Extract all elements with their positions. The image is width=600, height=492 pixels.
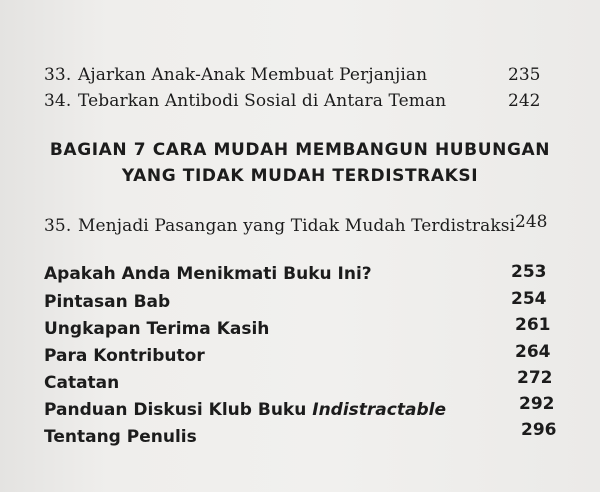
toc-entry-acknowledgements: Ungkapan Terima Kasih <box>44 319 270 339</box>
toc-entry-shortcuts: Pintasan Bab <box>44 292 171 312</box>
chapter-number: 35. <box>44 216 72 236</box>
toc-entry-34 <box>44 91 446 111</box>
page-number: 253 <box>511 262 547 282</box>
toc-entry-contributors: Para Kontributor <box>44 346 205 366</box>
chapter-title: Menjadi Pasangan yang Tidak Mudah Terdistraksi <box>78 216 516 236</box>
section-heading-line-2: YANG TIDAK MUDAH TERDISTRAKSI <box>121 166 479 186</box>
entry-title: Panduan Diskusi Klub Buku <box>44 400 313 420</box>
chapter-title: Tebarkan Antibodi Sosial di Antara Teman <box>78 91 447 111</box>
toc-entry-35 <box>44 216 515 236</box>
chapter-title: Ajarkan Anak-Anak Membuat Perjanjian <box>78 65 428 85</box>
page-number: 248 <box>515 212 548 232</box>
toc-entry-enjoy: Apakah Anda Menikmati Buku Ini? <box>44 264 372 284</box>
toc-entry-33 <box>44 65 427 85</box>
page-number: 296 <box>521 420 557 440</box>
chapter-number: 34. <box>44 91 72 111</box>
page-number: 261 <box>515 315 551 335</box>
page-number: 292 <box>519 394 555 414</box>
toc-entry-notes: Catatan <box>44 373 120 393</box>
entry-title-italic: Indistractable <box>312 400 446 420</box>
page-number: 254 <box>511 289 547 309</box>
page-number: 235 <box>508 65 541 85</box>
section-heading-line-1: BAGIAN 7 CARA MUDAH MEMBANGUN HUBUNGAN <box>49 140 551 160</box>
chapter-number: 33. <box>44 65 72 85</box>
page-number: 272 <box>517 368 553 388</box>
toc-entry-book-club-guide <box>44 400 446 420</box>
toc-entry-about-author: Tentang Penulis <box>44 427 197 447</box>
page-number: 242 <box>508 91 541 111</box>
page-number: 264 <box>515 342 551 362</box>
